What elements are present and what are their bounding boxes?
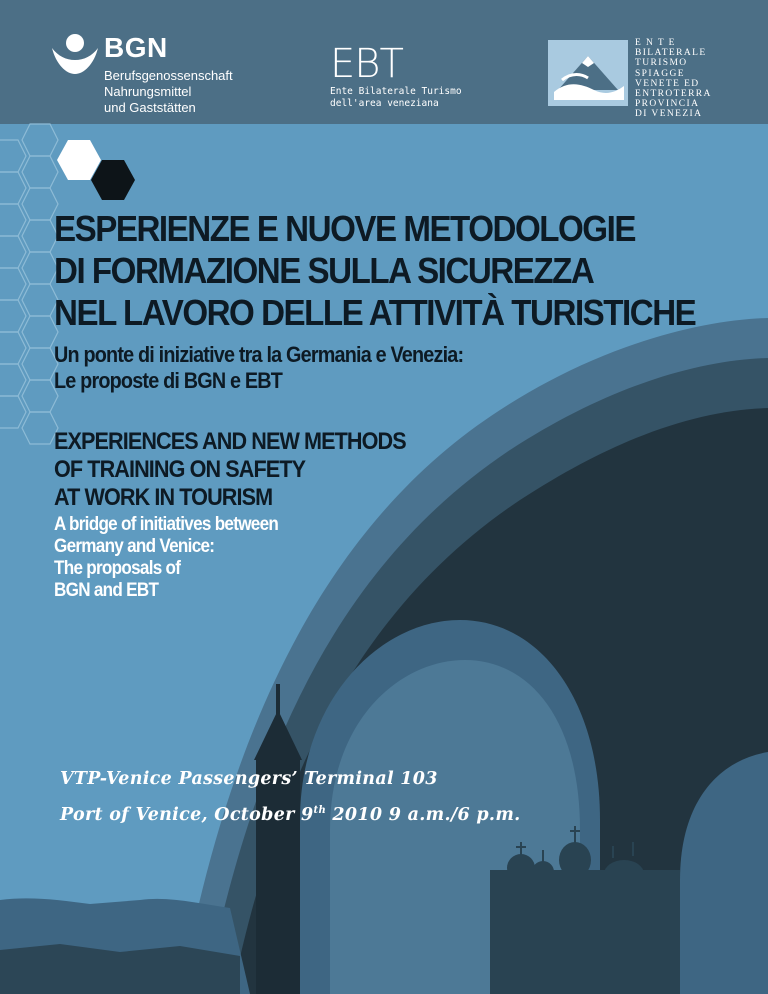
title-english-line: OF TRAINING ON SAFETY — [54, 456, 306, 483]
ebt-subtitle — [330, 86, 462, 110]
event-date-suffix: 2010 9 a.m./6 p.m. — [326, 804, 521, 825]
event-venue: VTP-Venice Passengers’ Terminal 103 — [60, 769, 438, 789]
subtitle-italian — [54, 342, 463, 394]
provincia-line: ENTROTERRA — [635, 89, 712, 100]
title-english-line: EXPERIENCES AND NEW METHODS — [54, 428, 406, 455]
title-italian-line: DI FORMAZIONE SULLA SICUREZZA — [54, 250, 594, 291]
mountain-beach-icon — [548, 40, 628, 106]
provincia-text — [635, 38, 721, 120]
provincia-line: E N T E — [635, 38, 676, 48]
subtitle-english-line: Germany and Venice: — [54, 536, 215, 557]
bgn-subtitle-line: und Gaststätten — [104, 100, 196, 115]
ebt-mark: EBT — [330, 41, 403, 87]
provincia-line: PROVINCIA — [635, 99, 700, 110]
honeycomb-pattern — [0, 124, 58, 444]
bgn-subtitle — [104, 68, 274, 116]
subtitle-english-line: The proposals of — [54, 558, 181, 579]
title-english — [54, 428, 406, 512]
event-date — [60, 795, 521, 831]
bgn-person-icon — [52, 34, 98, 78]
subtitle-english-line: A bridge of initiatives between — [54, 514, 279, 535]
provincia-line: TURISMO — [635, 58, 688, 69]
bgn-subtitle-line: Nahrungsmittel — [104, 84, 192, 99]
title-italian-line: NEL LAVORO DELLE ATTIVITÀ TURISTICHE — [54, 292, 696, 333]
subtitle-english — [54, 514, 278, 602]
subtitle-english-line: BGN and EBT — [54, 580, 159, 601]
event-date-prefix: Port of Venice, October 9 — [60, 804, 314, 825]
title-italian-line: ESPERIENZE E NUOVE METODOLOGIE — [54, 208, 635, 249]
provincia-line: BILATERALE — [635, 48, 707, 59]
ebt-subtitle-line: dell'area veneziana — [330, 98, 439, 109]
ebt-logo — [330, 41, 462, 110]
ebt-subtitle-line: Ente Bilaterale Turismo — [330, 86, 462, 97]
bgn-name: BGN — [104, 32, 168, 63]
provincia-line: DI VENEZIA — [635, 109, 703, 120]
bgn-subtitle-line: Berufsgenossenschaft — [104, 68, 233, 83]
provincia-line: SPIAGGE — [635, 68, 685, 79]
title-italian — [54, 208, 695, 334]
title-english-line: AT WORK IN TOURISM — [54, 484, 273, 511]
subtitle-italian-line: Le proposte di BGN e EBT — [54, 368, 283, 393]
subtitle-italian-line: Un ponte di iniziative tra la Germania e Venezia: — [54, 342, 464, 367]
event-info — [60, 764, 521, 831]
event-date-sup: th — [313, 805, 327, 816]
provincia-line: VENETE ED — [635, 78, 700, 89]
